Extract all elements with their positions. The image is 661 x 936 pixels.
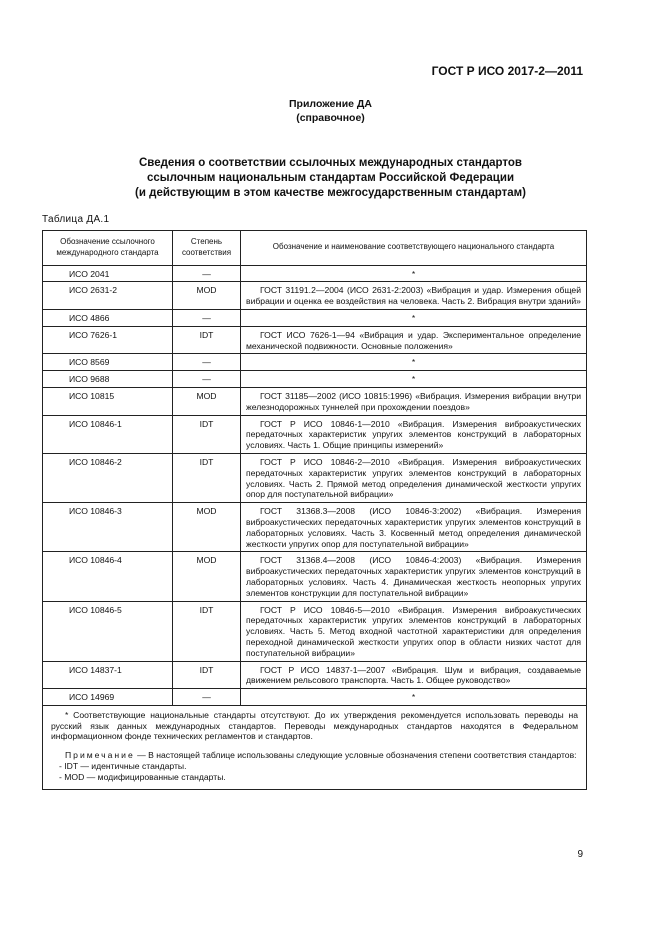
cell-international-standard: ИСО 9688: [43, 371, 173, 388]
table-row: [43, 265, 587, 282]
header-national: Обозначение и наименование соответствующего национального стандарта: [241, 231, 587, 266]
page-number: 9: [577, 849, 583, 860]
cell-national-standard: ГОСТ 31368.4—2008 (ИСО 10846-4:2003) «Вибрация. Измерения виброакустических передаточных характеристик упругих элементов конструкций в лабораторных условиях. Часть 4. Динамическая жесткость неопорных упругих элементов конструкции для поступательной вибрации»: [241, 552, 587, 601]
table-notes-row: [43, 705, 587, 789]
cell-international-standard: ИСО 2631-2: [43, 282, 173, 310]
cell-international-standard: ИСО 10815: [43, 387, 173, 415]
cell-degree: MOD: [173, 552, 241, 601]
cell-national-standard: ГОСТ Р ИСО 10846-5—2010 «Вибрация. Измерения виброакустических передаточных характеристик упругих элементов конструкций в лабораторных условиях. Часть 5. Метод входной частотной характеристики для определения переходной динамической жесткости упругих опор в области низких частот для поступательной вибрации»: [241, 601, 587, 661]
table-row: [43, 371, 587, 388]
cell-international-standard: ИСО 10846-4: [43, 552, 173, 601]
section-title-line-1: Сведения о соответствии ссылочных международных стандартов: [138, 157, 522, 169]
table-notes: [43, 705, 587, 789]
table-row: [43, 453, 587, 502]
cell-national-standard: ГОСТ Р ИСО 10846-1—2010 «Вибрация. Измерения виброакустических передаточных характеристик упругих элементов конструкций в лабораторных условиях. Часть 1. Общие принципы измерений»: [241, 415, 587, 453]
table-row: [43, 689, 587, 706]
cell-national-standard: *: [241, 371, 587, 388]
table-row: [43, 661, 587, 689]
note-label: Примечание: [65, 750, 135, 761]
table-row: [43, 415, 587, 453]
cell-national-standard: *: [241, 689, 587, 706]
cell-international-standard: ИСО 10846-5: [43, 601, 173, 661]
note-item-idt: - IDT — идентичные стандарты.: [59, 761, 187, 772]
cell-national-standard: *: [241, 354, 587, 371]
cell-degree: MOD: [173, 282, 241, 310]
annex-title: Приложение ДА: [289, 98, 372, 110]
cell-national-standard: *: [241, 265, 587, 282]
note-text: — В настоящей таблице использованы следующие условные обозначения степени соответствия стандартов:: [137, 750, 577, 761]
section-title-line-2: ссылочным национальным стандартам Российской Федерации: [146, 172, 515, 184]
cell-international-standard: ИСО 7626-1: [43, 326, 173, 354]
cell-international-standard: ИСО 10846-2: [43, 453, 173, 502]
cell-national-standard: ГОСТ 31185—2002 (ИСО 10815:1996) «Вибрация. Измерения вибрации внутри железнодорожных туннелей при прохождении поездов»: [241, 387, 587, 415]
cell-degree: MOD: [173, 503, 241, 552]
table-row: [43, 387, 587, 415]
header-degree: Степень соответствия: [173, 231, 241, 266]
table-row: [43, 354, 587, 371]
cell-international-standard: ИСО 2041: [43, 265, 173, 282]
cell-degree: —: [173, 309, 241, 326]
cell-degree: —: [173, 265, 241, 282]
table-row: [43, 326, 587, 354]
cell-national-standard: ГОСТ Р ИСО 10846-2—2010 «Вибрация. Измерения виброакустических передаточных характеристик упругих элементов конструкций в лабораторных условиях. Часть 2. Прямой метод определения динамической жесткости упругих опор для поступательной вибрации»: [241, 453, 587, 502]
note-list: [51, 761, 578, 783]
annex-subtitle: (справочное): [296, 112, 365, 124]
cell-degree: IDT: [173, 601, 241, 661]
note-paragraph: [51, 750, 578, 761]
cell-national-standard: ГОСТ ИСО 7626-1—94 «Вибрация и удар. Экспериментальное определение механической подвижности. Основные положения»: [241, 326, 587, 354]
correspondence-table: [42, 230, 587, 790]
table-row: [43, 309, 587, 326]
footnote: * Соответствующие национальные стандарты отсутствуют. До их утверждения рекомендуется использовать переводы на русский язык данных международных стандартов. Переводы международных стандартов находятся в Федеральном информационном фонде технических регламентов и стандартов.: [51, 709, 578, 742]
cell-degree: IDT: [173, 326, 241, 354]
annex-heading: [0, 97, 661, 125]
header-international: Обозначение ссылочного международного стандарта: [43, 231, 173, 266]
cell-degree: MOD: [173, 387, 241, 415]
note-item-mod: - MOD — модифицированные стандарты.: [59, 771, 226, 782]
cell-national-standard: *: [241, 309, 587, 326]
cell-international-standard: ИСО 14837-1: [43, 661, 173, 689]
cell-degree: —: [173, 371, 241, 388]
cell-international-standard: ИСО 8569: [43, 354, 173, 371]
table-header-row: [43, 231, 587, 266]
table-caption: Таблица ДА.1: [42, 214, 110, 225]
document-header: ГОСТ Р ИСО 2017-2—2011: [431, 64, 583, 78]
cell-international-standard: ИСО 10846-3: [43, 503, 173, 552]
section-title: [0, 156, 661, 201]
section-title-line-3: (и действующим в этом качестве межгосударственным стандартам): [135, 187, 526, 199]
cell-national-standard: ГОСТ 31368.3—2008 (ИСО 10846-3:2002) «Вибрация. Измерения виброакустических передаточных характеристик упругих элементов конструкций в лабораторных условиях. Часть 3. Косвенный метод определения динамической жесткости упругих опор для поступательной вибрации»: [241, 503, 587, 552]
table-row: [43, 282, 587, 310]
cell-international-standard: ИСО 14969: [43, 689, 173, 706]
cell-degree: IDT: [173, 415, 241, 453]
table-row: [43, 503, 587, 552]
cell-international-standard: ИСО 10846-1: [43, 415, 173, 453]
cell-degree: IDT: [173, 453, 241, 502]
cell-degree: —: [173, 354, 241, 371]
cell-international-standard: ИСО 4866: [43, 309, 173, 326]
table-row: [43, 601, 587, 661]
cell-degree: IDT: [173, 661, 241, 689]
table-row: [43, 552, 587, 601]
cell-national-standard: ГОСТ 31191.2—2004 (ИСО 2631-2:2003) «Вибрация и удар. Измерения общей вибрации и оценка ее воздействия на человека. Часть 2. Вибрация внутри зданий»: [241, 282, 587, 310]
cell-degree: —: [173, 689, 241, 706]
cell-national-standard: ГОСТ Р ИСО 14837-1—2007 «Вибрация. Шум и вибрация, создаваемые движением рельсового транспорта. Часть 1. Общее руководство»: [241, 661, 587, 689]
